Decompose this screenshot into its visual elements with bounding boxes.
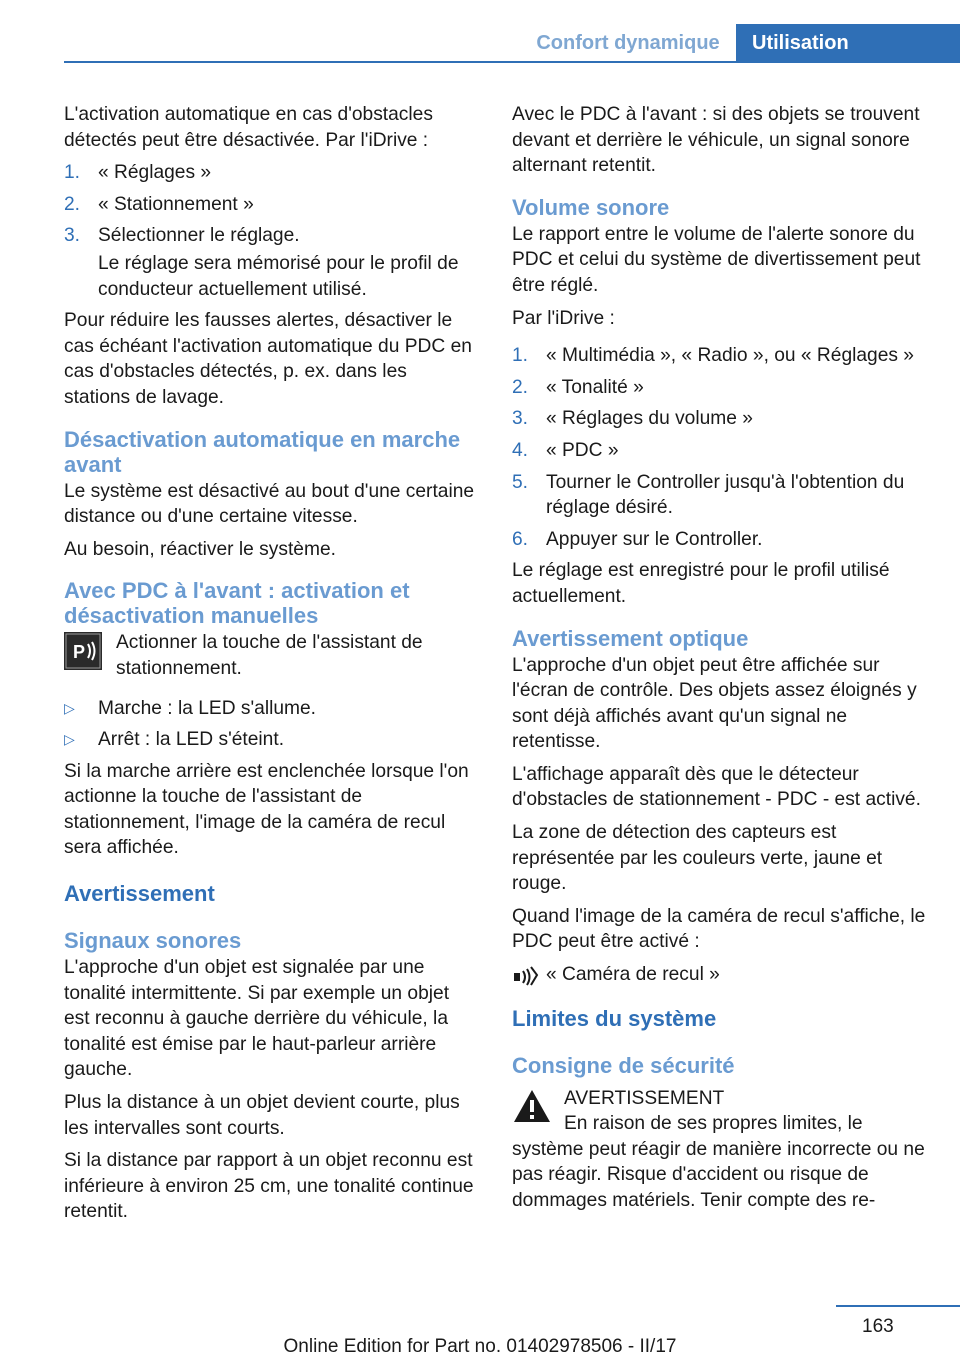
heading-manual-activation: Avec PDC à l'avant : activation et désactivation manuelles: [64, 578, 410, 629]
acoustic-paragraph-2: Plus la distance à un objet devient courte, plus les intervalles sont courts.: [64, 1092, 460, 1139]
svg-text:P: P: [73, 642, 86, 663]
optical-paragraph-1: L'approche d'un objet peut être affichée sur l'écran de contrôle. Des objets assez éloignés y sont déjà affichés avant qu'un signal ne retentisse.: [512, 654, 917, 753]
step-number: 6.: [512, 528, 529, 550]
front-pdc-paragraph: Avec le PDC à l'avant : si des objets se trouvent devant et derrière le véhicule, un signal sonore alternant retentit.: [512, 104, 920, 177]
bullet-text: Arrêt : la LED s'éteint.: [98, 729, 285, 751]
step-number: 5.: [512, 471, 529, 493]
step-text: « Stationnement »: [98, 193, 254, 215]
list-item: [512, 375, 926, 401]
step-number: 4.: [512, 439, 529, 461]
reverse-gear-paragraph: Si la marche arrière est enclenchée lorsque l'on actionne la touche de l'assistant de stationnement, l'image de la caméra de recul sera affichée.: [64, 760, 469, 859]
camera-option-label: « Caméra de recul »: [546, 964, 720, 986]
optical-paragraph-2: L'affichage apparaît dès que le détecteur d'obstacles de stationnement - PDC - est activé.: [512, 763, 921, 811]
list-item: [64, 192, 478, 218]
parking-assistant-button-icon: [64, 632, 102, 678]
list-item: [64, 160, 478, 186]
warning-triangle-icon: [512, 1088, 552, 1132]
acoustic-paragraph-1: L'approche d'un objet est signalée par une tonalité intermittente. Si par exemple un objet est reconnu à gauche derrière du véhicule, la tonalité est émise par le haut-parleur arrière gauche.: [64, 957, 450, 1081]
led-bullet-list: [64, 696, 478, 753]
list-item: [512, 406, 926, 432]
page-number: 163: [862, 1316, 894, 1337]
warning-box: [512, 1086, 926, 1214]
step-text: « Multimédia », « Radio », ou « Réglages »: [546, 345, 914, 367]
step-number: 2.: [512, 376, 529, 398]
step-number: 1.: [64, 162, 81, 184]
bullet-text: Marche : la LED s'allume.: [98, 697, 317, 719]
step-text: « Réglages »: [98, 162, 212, 184]
warning-text-body: En raison de ses propres limites, le système peut réagir de manière incorrecte ou ne pas réagir. Risque d'accident ou risque de dommages matériels. Tenir compte des re-: [512, 1113, 925, 1211]
heading-system-limits: Limites du système: [512, 1005, 717, 1031]
list-item: [512, 470, 926, 521]
saved-paragraph: Le réglage est enregistré pour le profil utilisé actuellement.: [512, 560, 890, 607]
list-item: [512, 438, 926, 464]
volume-paragraph: Le rapport entre le volume de l'alerte sonore du PDC et celui du système de divertissement peut être réglé.: [512, 223, 921, 296]
heading-volume: Volume sonore: [512, 194, 670, 220]
intro-paragraph: L'activation automatique en cas d'obstacles détectés peut être désactivée. Par l'iDrive :: [64, 104, 433, 151]
step-text: Appuyer sur le Controller.: [546, 528, 763, 550]
list-item: [64, 223, 478, 249]
idrive-label: Par l'iDrive :: [512, 307, 615, 329]
step-text: « Réglages du volume »: [546, 408, 753, 430]
list-item: [64, 727, 478, 753]
warning-text: [512, 1111, 926, 1213]
settings-steps-list: [64, 160, 478, 302]
parking-button-instruction: [64, 630, 478, 681]
optical-paragraph-3: La zone de détection des capteurs est représentée par les couleurs verte, jaune et rouge.: [512, 822, 883, 895]
step-text: « Tonalité »: [546, 376, 644, 398]
heading-optical-warning: Avertissement optique: [512, 625, 749, 651]
bullet-triangle-icon: ▷: [64, 731, 75, 748]
step-number: 3.: [64, 225, 81, 247]
camera-option-row: [512, 962, 926, 988]
step-number: 3.: [512, 408, 529, 430]
step-number: 1.: [512, 345, 529, 367]
step-note: Le réglage sera mémorisé pour le profil de conducteur actuellement utilisé.: [98, 252, 459, 300]
step-number: 2.: [64, 193, 81, 215]
auto-deactivation-paragraph: Le système est désactivé au bout d'une certaine distance ou d'une certaine vitesse.: [64, 480, 475, 528]
step-text: Sélectionner le réglage.: [98, 225, 300, 247]
step-text: Tourner le Controller jusqu'à l'obtention du réglage désiré.: [546, 471, 905, 519]
list-item: [64, 696, 478, 722]
reactivate-paragraph: Au besoin, réactiver le système.: [64, 538, 336, 560]
section-tab: Confort dynamique: [536, 32, 720, 54]
warning-title: AVERTISSEMENT: [564, 1087, 725, 1109]
heading-warning: Avertissement: [64, 881, 215, 907]
chapter-tab: Utilisation: [736, 24, 960, 62]
optical-paragraph-4: Quand l'image de la caméra de recul s'affiche, le PDC peut être activé :: [512, 905, 926, 953]
header-rule: [64, 61, 960, 63]
acoustic-paragraph-3: Si la distance par rapport à un objet reconnu est inférieure à environ 25 cm, une tonalité continue retentit.: [64, 1150, 474, 1223]
heading-acoustic-signals: Signaux sonores: [64, 928, 242, 954]
parking-button-text: Actionner la touche de l'assistant de stationnement.: [116, 632, 423, 679]
edition-line: Online Edition for Part no. 01402978506 - II/17: [283, 1336, 677, 1357]
left-column: [64, 102, 478, 1232]
list-item: [512, 527, 926, 553]
bullet-triangle-icon: ▷: [64, 699, 75, 716]
heading-safety-note: Consigne de sécurité: [512, 1052, 735, 1078]
right-column: [512, 102, 926, 1214]
step-text: « PDC »: [546, 439, 619, 461]
volume-steps-list: [512, 343, 926, 552]
heading-auto-deactivation: Désactivation automatique en marche avant: [64, 426, 461, 477]
pdc-sensor-icon: [512, 965, 540, 995]
false-alerts-paragraph: Pour réduire les fausses alertes, désactiver le cas échéant l'activation automatique du PDC en cas d'obstacles détectés, p. ex. dans les stations de lavage.: [64, 310, 472, 408]
footer-rule: [836, 1305, 960, 1307]
list-item: [512, 343, 926, 369]
